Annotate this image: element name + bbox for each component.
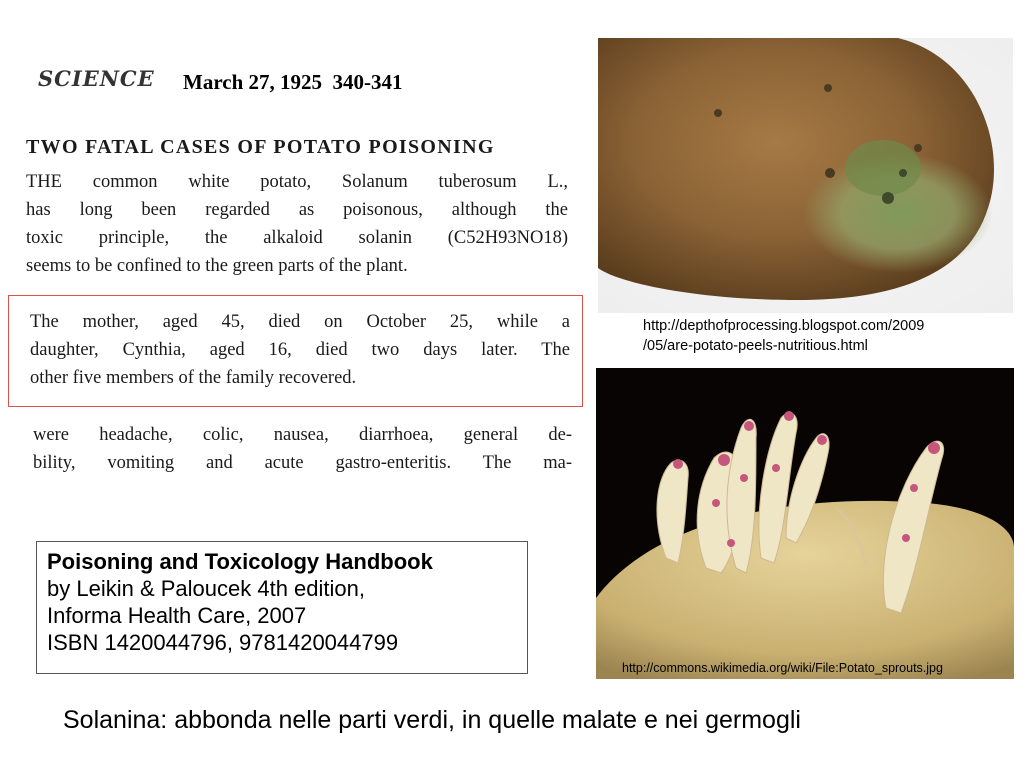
journal-logo: SCIENCE: [38, 66, 155, 91]
article-title: TWO FATAL CASES OF POTATO POISONING: [26, 136, 495, 158]
book-publisher: Informa Health Care, 2007: [47, 603, 307, 628]
potato-sprouts-photo: [596, 368, 1014, 679]
book-isbn: ISBN 1420044796, 9781420044799: [47, 630, 399, 655]
photo2-source-url: http://commons.wikimedia.org/wiki/File:Potato_sprouts.jpg: [622, 661, 943, 675]
citation: March 27, 1925 340-341: [183, 70, 403, 94]
book-title: Poisoning and Toxicology Handbook: [47, 549, 433, 574]
paragraph-line: The mother, aged 45, died on October 25, while a: [30, 312, 570, 332]
book-authors: by Leikin & Paloucek 4th edition,: [47, 576, 365, 601]
photo1-source-url: [643, 316, 924, 356]
photo1-url-line1: http://depthofprocessing.blogspot.com/2009: [643, 318, 925, 334]
paragraph-line: THE common white potato, Solanum tuberosum L.,: [26, 172, 568, 192]
paragraph-line: other five members of the family recovered.: [30, 368, 357, 388]
paragraph-line: toxic principle, the alkaloid solanin (C52H93NO18): [26, 228, 568, 248]
paragraph-line: seems to be confined to the green parts of the plant.: [26, 256, 408, 276]
slide-caption: Solanina: abbonda nelle parti verdi, in quelle malate e nei germogli: [63, 706, 801, 734]
paragraph-line: has long been regarded as poisonous, although the: [26, 200, 568, 220]
paragraph-line: were headache, colic, nausea, diarrhoea, general de-: [33, 425, 572, 445]
paragraph-line: daughter, Cynthia, aged 16, died two days later. The: [30, 340, 570, 360]
article-paragraph-3: [33, 421, 572, 477]
article-paragraph-1: [26, 168, 568, 280]
photo1-url-line2: /05/are-potato-peels-nutritious.html: [643, 338, 868, 354]
paragraph-line: bility, vomiting and acute gastro-enteritis. The ma-: [33, 453, 572, 473]
book-reference-box: [36, 541, 528, 674]
article-paragraph-2: [30, 308, 570, 392]
green-potato-photo: [598, 38, 1013, 313]
